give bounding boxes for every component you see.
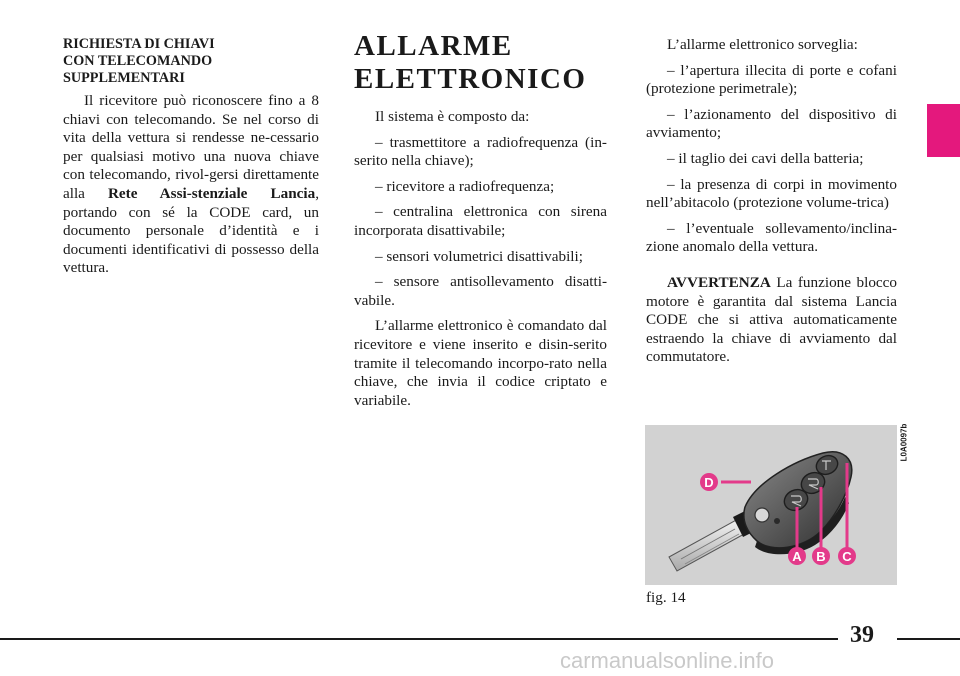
dealer-network-name: Rete Assi-stenziale Lancia (107, 184, 316, 202)
key-figure (645, 425, 897, 585)
footer-rule-left (0, 638, 838, 640)
monitoring-item: – l’eventuale sollevamento/inclina-zione anomalo della vettura. (646, 219, 897, 256)
section-color-tab (927, 104, 960, 157)
callout-a-label: A (792, 549, 802, 564)
warning-label: AVVERTENZA (667, 273, 771, 291)
monitoring-item: – la presenza di corpi in movimento nell’abitacolo (protezione volume-trica) (646, 175, 897, 212)
paragraph-text: , portando con sé la CODE card, un documento personale d’identità e i documenti identificativi di possesso della vettura. (63, 184, 319, 277)
extra-keys-paragraph (63, 92, 319, 278)
heading-line: CON TELECOMANDO (63, 53, 213, 69)
callout-b-label: B (816, 549, 826, 564)
led-indicator (755, 508, 769, 522)
monitoring-item: – l’azionamento del dispositivo di avviamento; (646, 105, 897, 142)
section-title-alarm (354, 30, 607, 96)
heading-line: RICHIESTA DI CHIAVI (63, 36, 215, 52)
paragraph-text: Il ricevitore può riconoscere fino a 8 chiavi con telecomando. Se nel corso di vita della vettura si rendesse ne-cessario per qualsiasi motivo una nuova chiave con telecomando, rivol-gersi direttamente alla (63, 92, 319, 202)
figure-caption: fig. 14 (646, 589, 686, 606)
callout-b (812, 547, 830, 565)
callout-d (700, 473, 718, 491)
figure-code (896, 424, 910, 468)
key-blade (669, 519, 746, 571)
system-intro: Il sistema è composto da: (375, 108, 530, 125)
monitoring-item: – l’apertura illecita di porte e cofani (protezione perimetrale); (646, 61, 897, 98)
alarm-control-paragraph: L’allarme elettronico è comandato dal ricevitore e viene inserito e disin-serito tramite il telecomando incorpo-rato nella chiave, che invia il codice criptato e variabile. (354, 317, 607, 409)
component-item: – centralina elettronica con sirena incorporata disattivabile; (354, 203, 607, 239)
callout-c-label: C (842, 549, 852, 564)
warning-note (646, 274, 897, 367)
column-middle (354, 30, 607, 417)
title-line: ALLARME (354, 30, 513, 62)
footer-rule-right (897, 638, 960, 640)
component-item: – sensore antisollevamento disatti-vabile. (354, 273, 607, 309)
component-item: – sensori volumetrici disattivabili; (375, 247, 583, 265)
component-item: – trasmettitore a radiofrequenza (in-serito nella chiave); (354, 133, 607, 170)
remote-key-illustration (645, 425, 897, 585)
key-release-button (774, 518, 780, 524)
watermark-text: carmanualsonline.info (560, 648, 775, 673)
monitoring-item: – il taglio dei cavi della batteria; (667, 149, 864, 167)
column-right (646, 36, 897, 374)
monitoring-intro: L’allarme elettronico sorveglia: (667, 36, 858, 53)
page-number: 39 (850, 622, 874, 648)
column-left (63, 36, 319, 285)
figure-code-text: L0A0097b (899, 423, 909, 462)
callout-d-label: D (704, 475, 714, 490)
heading-line: SUPPLEMENTARI (63, 70, 185, 86)
warning-text: La funzione blocco motore è garantita dal sistema Lancia CODE che si attiva automaticamente estraendo la chiave di avviamento dal commutatore. (646, 273, 897, 366)
callout-c (838, 547, 856, 565)
callout-a (788, 547, 806, 565)
component-item: – ricevitore a radiofrequenza; (375, 177, 555, 195)
title-line: ELETTRONICO (354, 63, 587, 95)
section-heading-extra-keys (63, 36, 319, 87)
